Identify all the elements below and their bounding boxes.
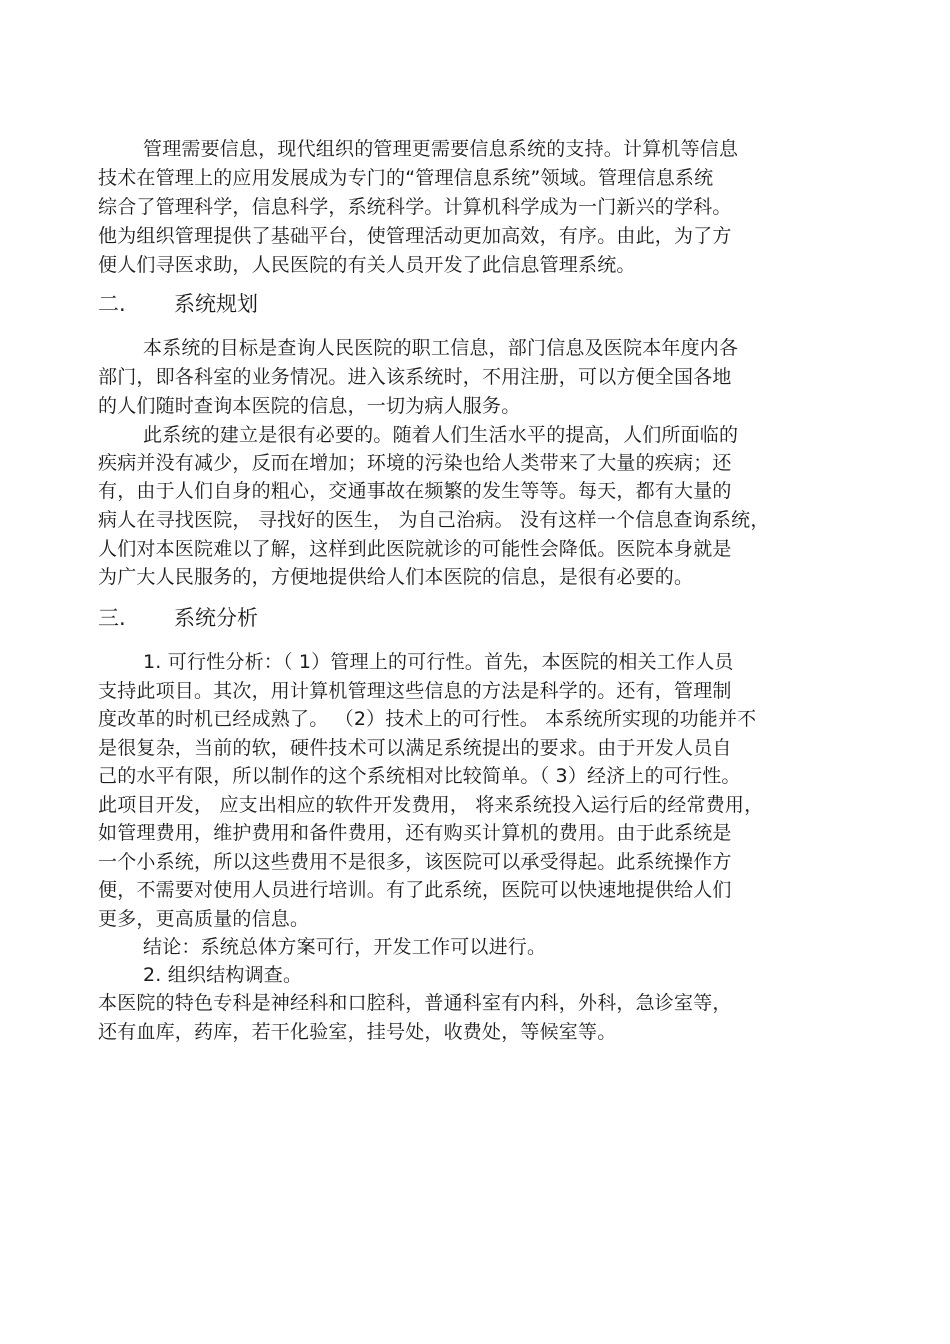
body-line: 疾病并没有减少，反而在增加；环境的污染也给人类带来了大量的疾病；还 (98, 452, 732, 474)
section-number: 二. (98, 292, 126, 316)
body-line: 己的水平有限，所以制作的这个系统相对比较简单。（ 3）经济上的可行性。 (98, 765, 741, 787)
body-line: 如管理费用，维护费用和备件费用，还有购买计算机的费用。由于此系统是 (98, 822, 732, 844)
body-line: 1. 可行性分析：（ 1）管理上的可行性。首先，本医院的相关工作人员 (143, 651, 734, 673)
conclusion-line: 结论：系统总体方案可行，开发工作可以进行。 (143, 936, 547, 958)
body-line: 便，不需要对使用人员进行培训。有了此系统，医院可以快速地提供给人们 (98, 879, 732, 901)
intro-line: 便人们寻医求助，人民医院的有关人员开发了此信息管理系统。 (98, 254, 636, 276)
body-line: 度改革的时机已经成熟了。 （2）技术上的可行性。 本系统所实现的功能并不 (98, 708, 757, 730)
body-line: 还有血库，药库，若干化验室，挂号处，收费处，等候室等。 (98, 1021, 617, 1043)
intro-line: 管理需要信息，现代组织的管理更需要信息系统的支持。计算机等信息 (143, 138, 739, 160)
body-line: 的人们随时查询本医院的信息，一切为病人服务。 (98, 395, 521, 417)
section-title: 系统分析 (174, 606, 258, 630)
body-line: 为广大人民服务的，方便地提供给人们本医院的信息，是很有必要的。 (98, 566, 694, 588)
body-line: 一个小系统，所以这些费用不是很多，该医院可以承受得起。此系统操作方 (98, 851, 732, 873)
body-line: 病人在寻找医院， 寻找好的医生， 为自己治病。 没有这样一个信息查询系统， (98, 509, 770, 531)
body-line: 更多，更高质量的信息。 (98, 908, 310, 930)
section-heading-analysis (98, 603, 258, 633)
section-title: 系统规划 (174, 292, 258, 316)
body-line: 人们对本医院难以了解，这样到此医院就诊的可能性会降低。医院本身就是 (98, 538, 732, 560)
body-line: 此系统的建立是很有必要的。随着人们生活水平的提高，人们所面临的 (143, 424, 739, 446)
body-line: 部门，即各科室的业务情况。进入该系统时，不用注册，可以方便全国各地 (98, 366, 732, 388)
body-line: 本医院的特色专科是神经科和口腔科，普通科室有内科，外科，急诊室等， (98, 992, 732, 1014)
body-line: 有，由于人们自身的粗心，交通事故在频繁的发生等等。每天，都有大量的 (98, 480, 732, 502)
section-heading-planning (98, 289, 258, 319)
intro-line: 他为组织管理提供了基础平台，使管理活动更加高效，有序。由此，为了方 (98, 225, 732, 247)
subheading-line: 2. 组织结构调查。 (143, 964, 303, 986)
intro-line: 技术在管理上的应用发展成为专门的“管理信息系统”领域。管理信息系统 (98, 167, 714, 189)
body-line: 此项目开发， 应支出相应的软件开发费用， 将来系统投入运行后的经常费用， (98, 794, 764, 816)
body-line: 是很复杂，当前的软，硬件技术可以满足系统提出的要求。由于开发人员自 (98, 737, 732, 759)
body-line: 支持此项目。其次，用计算机管理这些信息的方法是科学的。还有，管理制 (98, 680, 732, 702)
body-line: 本系统的目标是查询人民医院的职工信息，部门信息及医院本年度内各 (143, 337, 739, 359)
section-number: 三. (98, 606, 126, 630)
intro-line: 综合了管理科学，信息科学，系统科学。计算机科学成为一门新兴的学科。 (98, 196, 732, 218)
